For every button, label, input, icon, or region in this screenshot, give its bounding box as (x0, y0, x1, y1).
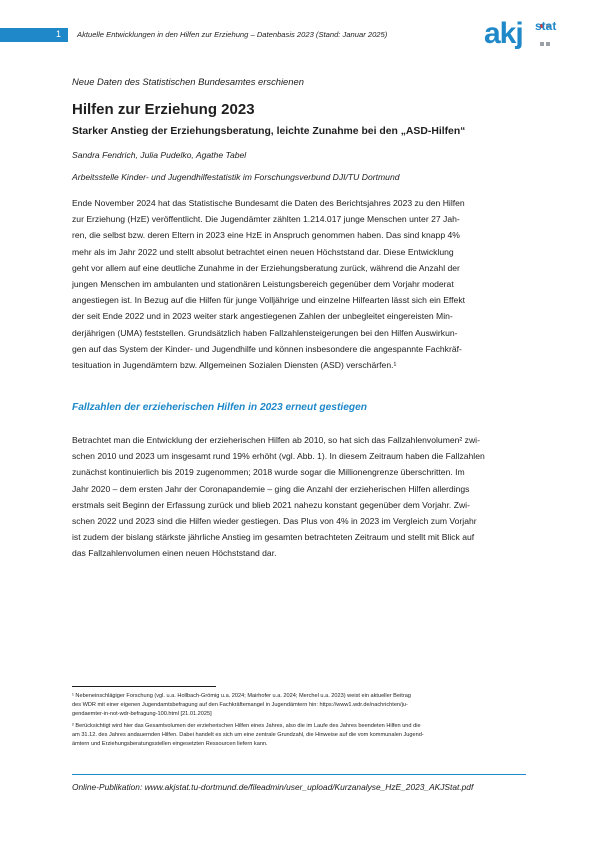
footnote-line: ämtern und Erziehungsberatungsstellen eingesetzten Ressourcen liefern kann. (72, 740, 268, 747)
paragraph-line: schen 2010 und 2023 um insgesamt rund 19% erhöht (vgl. Abb. 1). In diesem Zeitraum haben die Fallzahlen (72, 451, 485, 462)
footnote-line: ¹ Nebeneinschlägiger Forschung (vgl. u.a. Hollbach-Grömig u.a. 2024; Mairhofer u.a. 2024; Merchel u.a. 2023) weist ein aktueller Beitrag (72, 693, 411, 699)
footnote-line: gendaemter-in-not-wdr-befragung-100.html [21.01.2025] (72, 710, 212, 717)
paragraph-line: erstmals seit Beginn der Erfassung zurück und blieb 2021 nahezu konstant gegenüber dem Vorjahr. Zwi- (72, 499, 470, 510)
online-publication-link[interactable]: Online-Publikation: www.akjstat.tu-dortmund.de/fileadmin/user_upload/Kurzanalyse_HzE_2023_AKJStat.pdf (72, 782, 474, 792)
affiliation: Arbeitsstelle Kinder- und Jugendhilfestatistik im Forschungsverbund DJI/TU Dortmund (72, 172, 400, 182)
page-number: 1 (56, 29, 62, 39)
footer-divider (72, 774, 526, 775)
footnote-line: des WDR mit einer eigenen Jugendamtsbefragung auf den Fachkräftemangel in Jugendämtern hin: https://www1.wdr.de/nachrichten/ju- (72, 701, 408, 708)
running-title: Aktuelle Entwicklungen in den Hilfen zur Erziehung – Datenbasis 2023 (Stand: Januar 2025) (77, 30, 388, 39)
section-paragraph (72, 432, 526, 562)
paragraph-line: ist zudem der bislang stärkste jährliche Anstieg im gesamten betrachteten Zeitraum und stellt mit Blick auf (72, 532, 475, 543)
paragraph-line: mehr als im Jahr 2022 und stellt absolut betrachtet einen neuen Höchststand dar. Diese Entwicklung (72, 246, 454, 257)
footnote-1 (72, 692, 526, 719)
paragraph-line: zunächst kontinuierlich bis 2019 zugenommen; 2018 wurde sogar die Millionengrenze überschritten. Im (72, 467, 465, 478)
footnote-line: am 31.12. des Jahres andauernden Hilfen. Dabei handelt es sich um eine zentrale Grundzahl, die Hinweise auf die vom kommunalen Jugend- (72, 731, 424, 738)
paragraph-line: ren, die selbst bzw. deren Eltern in 2023 eine HzE in Anspruch genommen haben. Das sind knapp 4% (72, 230, 460, 241)
paragraph-line: Betrachtet man die Entwicklung der erzieherischen Hilfen ab 2010, so hat sich das Fallzahlenvolumen² zwi- (72, 435, 480, 445)
intro-paragraph (72, 195, 526, 373)
footnote-2 (72, 722, 526, 749)
footnote-line: ² Berücksichtigt wird hier das Gesamtvolumen der erzieherischen Hilfen eines Jahres, also die im Laufe des Jahres beendeten Hilfen und die (72, 722, 421, 729)
footnotes (72, 692, 526, 748)
paragraph-line: tesituation in Jugendämtern bzw. Allgemeinen Sozialen Diensten (ASD) verschärfen.¹ (72, 360, 397, 371)
paragraph-line: Ende November 2024 hat das Statistische Bundesamt die Daten des Berichtsjahres 2023 zu den Hilfen (72, 198, 465, 208)
section-heading: Fallzahlen der erzieherischen Hilfen in 2023 erneut gestiegen (72, 402, 367, 413)
paragraph-line: jungen Menschen im ambulanten und stationären Leistungsbereich gegenüber dem Vorjahr moderat (72, 279, 454, 290)
authors: Sandra Fendrich, Julia Pudelko, Agathe Tabel (72, 150, 247, 160)
paragraph-line: Jahr 2020 – dem ersten Jahr der Coronapandemie – ging die Anzahl der erzieherischen Hilfen allerdings (72, 483, 470, 494)
paragraph-line: gen auf das System der Kinder- und Jugendhilfe und können insbesondere die angespannte Fachkräf- (72, 343, 462, 354)
paragraph-line: schen 2022 und 2023 sind die Hilfen wieder gestiegen. Das Plus von 4% in 2023 im Vergleich zum Vorjahr (72, 516, 477, 527)
paragraph-line: zur Erziehung (HzE) veröffentlicht. Die Jugendämter zählten 1.214.017 junge Menschen unter 27 Jah- (72, 214, 460, 225)
subtitle: Starker Anstieg der Erziehungsberatung, leichte Zunahme bei den „ASD-Hilfen“ (72, 126, 466, 137)
akjstat-logo (484, 13, 556, 53)
kicker: Neue Daten des Statistischen Bundesamtes erschienen (72, 76, 304, 87)
paragraph-line: derjährigen (UMA) feststellen. Grundsätzlich haben Fallzahlensteigerungen bei den Hilfen Auswirkun- (72, 327, 458, 338)
page-title: Hilfen zur Erziehung 2023 (72, 101, 255, 118)
page-number-box (0, 28, 68, 42)
footnote-divider (72, 686, 216, 687)
paragraph-line: geht vor allem auf eine deutliche Zunahme in der Erziehungsberatung zurück, während die Anzahl der (72, 262, 460, 273)
paragraph-line: der seit Ende 2022 und in 2023 weiter stark angestiegenen Zahlen der unbegleitet eingereisten Min- (72, 311, 453, 322)
paragraph-line: angestiegen ist. In Bezug auf die Hilfen für junge Volljährige und einzelne Hilfearten lässt sich ein Effekt (72, 295, 466, 306)
logo-text: akj (484, 17, 523, 50)
logo-superscript: stat (535, 19, 557, 33)
paragraph-line: das Fallzahlenvolumen einen neuen Höchststand dar. (72, 548, 277, 559)
